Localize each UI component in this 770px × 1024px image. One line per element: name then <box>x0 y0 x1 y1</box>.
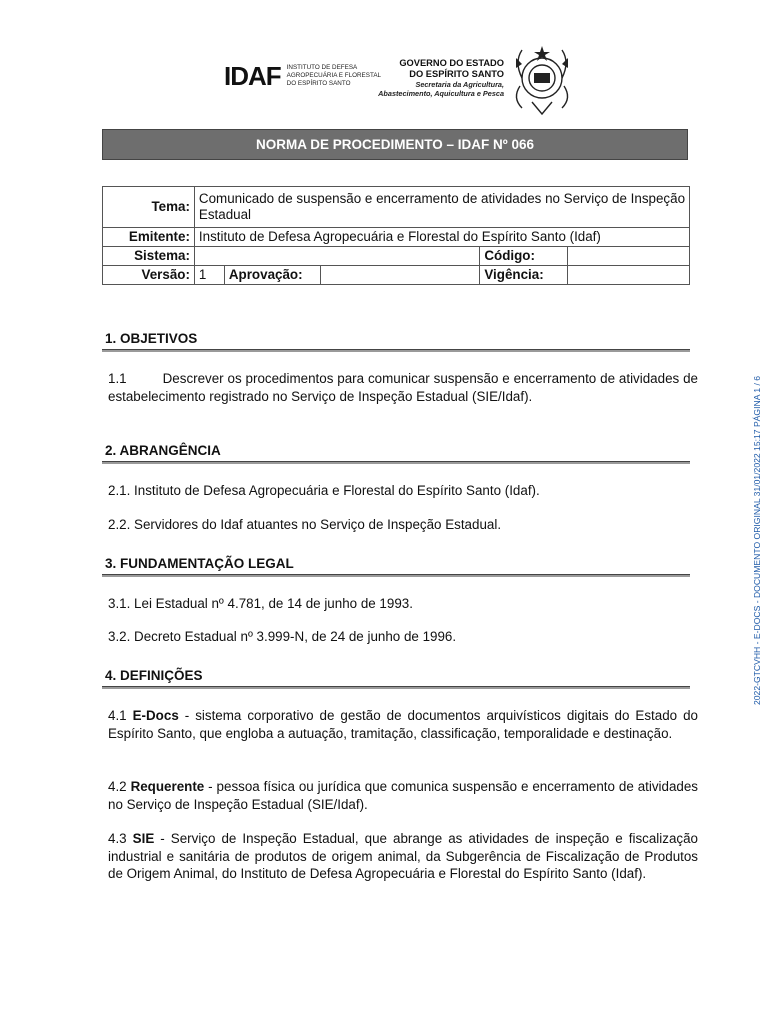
definition-text: - pessoa física ou jurídica que comunica suspensão e encerramento de atividades no Serviço de Inspeção Estadual (SIE/Idaf). <box>108 779 698 812</box>
governo-logo-text <box>372 58 504 98</box>
tema-label: Tema: <box>103 187 195 228</box>
state-coat-of-arms-icon <box>508 42 576 116</box>
versao-value: 1 <box>194 266 224 285</box>
gov-sec-line-1: Secretaria da Agricultura, <box>415 80 504 89</box>
paragraph-text: Descrever os procedimentos para comunicar suspensão e encerramento de atividades de estabelecimento registrado no Serviço de Inspeção Estadual (SIE/Idaf). <box>108 371 698 404</box>
emitente-value: Instituto de Defesa Agropecuária e Florestal do Espírito Santo (Idaf) <box>194 228 689 247</box>
definition-text: - sistema corporativo de gestão de documentos arquivísticos digitais do Estado do Espírito Santo, que engloba a autuação, tramitação, classificação, temporalidade e destinação. <box>108 708 698 741</box>
emitente-label: Emitente: <box>103 228 195 247</box>
table-row-tema <box>103 187 690 228</box>
vigencia-label: Vigência: <box>480 266 568 285</box>
definition-term: E-Docs <box>132 708 179 723</box>
idaf-logo <box>224 62 381 90</box>
paragraph-2-2: 2.2. Servidores do Idaf atuantes no Serviço de Inspeção Estadual. <box>108 517 502 532</box>
section-definicoes <box>102 667 690 687</box>
gov-line-1: GOVERNO DO ESTADO <box>399 58 504 68</box>
table-row-emitente <box>103 228 690 247</box>
table-row-versao <box>103 266 690 285</box>
section-heading: 4. DEFINIÇÕES <box>102 667 690 687</box>
idaf-sub-line-1: INSTITUTO DE DEFESA <box>286 64 358 71</box>
paragraph-number: 4.3 <box>108 831 127 846</box>
aprovacao-label: Aprovação: <box>224 266 320 285</box>
definition-term: SIE <box>132 831 155 846</box>
metadata-table <box>102 186 690 285</box>
codigo-value <box>568 247 690 266</box>
section-heading: 2. ABRANGÊNCIA <box>102 442 690 462</box>
table-row-sistema <box>103 247 690 266</box>
paragraph-4-1 <box>108 707 698 742</box>
section-heading: 3. FUNDAMENTAÇÃO LEGAL <box>102 555 690 575</box>
idaf-logo-subtitle <box>287 64 381 88</box>
paragraph-3-2: 3.2. Decreto Estadual nº 3.999-N, de 24 de junho de 1996. <box>108 629 457 644</box>
sistema-value <box>194 247 479 266</box>
paragraph-1-1 <box>108 370 698 405</box>
document-title: NORMA DE PROCEDIMENTO – IDAF Nº 066 <box>102 129 688 160</box>
section-heading: 1. OBJETIVOS <box>102 330 690 350</box>
versao-label: Versão: <box>103 266 195 285</box>
sistema-label: Sistema: <box>103 247 195 266</box>
section-fundamentacao-legal <box>102 555 690 575</box>
idaf-sub-line-3: DO ESPÍRITO SANTO <box>286 80 351 87</box>
paragraph-number: 4.2 <box>108 779 127 794</box>
paragraph-2-1: 2.1. Instituto de Defesa Agropecuária e Florestal do Espírito Santo (Idaf). <box>108 483 540 498</box>
section-abrangencia <box>102 442 690 462</box>
aprovacao-value <box>320 266 480 285</box>
paragraph-number: 4.1 <box>108 708 127 723</box>
paragraph-number: 1.1 <box>108 371 127 386</box>
vigencia-value <box>568 266 690 285</box>
tema-value: Comunicado de suspensão e encerramento de atividades no Serviço de Inspeção Estadual <box>194 187 689 228</box>
edocs-stamp: 2022-GTCVHH - E-DOCS - DOCUMENTO ORIGINAL 31/01/2022 15:17 PÁGINA 1 / 6 <box>752 375 762 705</box>
codigo-label: Código: <box>480 247 568 266</box>
paragraph-3-1: 3.1. Lei Estadual nº 4.781, de 14 de junho de 1993. <box>108 596 413 611</box>
idaf-logo-mark: IDAF <box>224 61 281 91</box>
gov-line-2: DO ESPÍRITO SANTO <box>409 69 504 79</box>
definition-term: Requerente <box>130 779 205 794</box>
paragraph-4-3 <box>108 830 698 883</box>
idaf-sub-line-2: AGROPECUÁRIA E FLORESTAL <box>286 72 382 79</box>
paragraph-4-2 <box>108 778 698 813</box>
section-objetivos <box>102 330 690 350</box>
gov-sec-line-2: Abastecimento, Aquicultura e Pesca <box>378 89 504 98</box>
definition-text: - Serviço de Inspeção Estadual, que abrange as atividades de inspeção e fiscalização industrial e sanitária de produtos de origem animal, da Subgerência de Fiscalização de Produtos de Origem Animal, do Instituto de Defesa Agropecuária e Florestal do Espírito Santo (Idaf). <box>108 831 698 881</box>
